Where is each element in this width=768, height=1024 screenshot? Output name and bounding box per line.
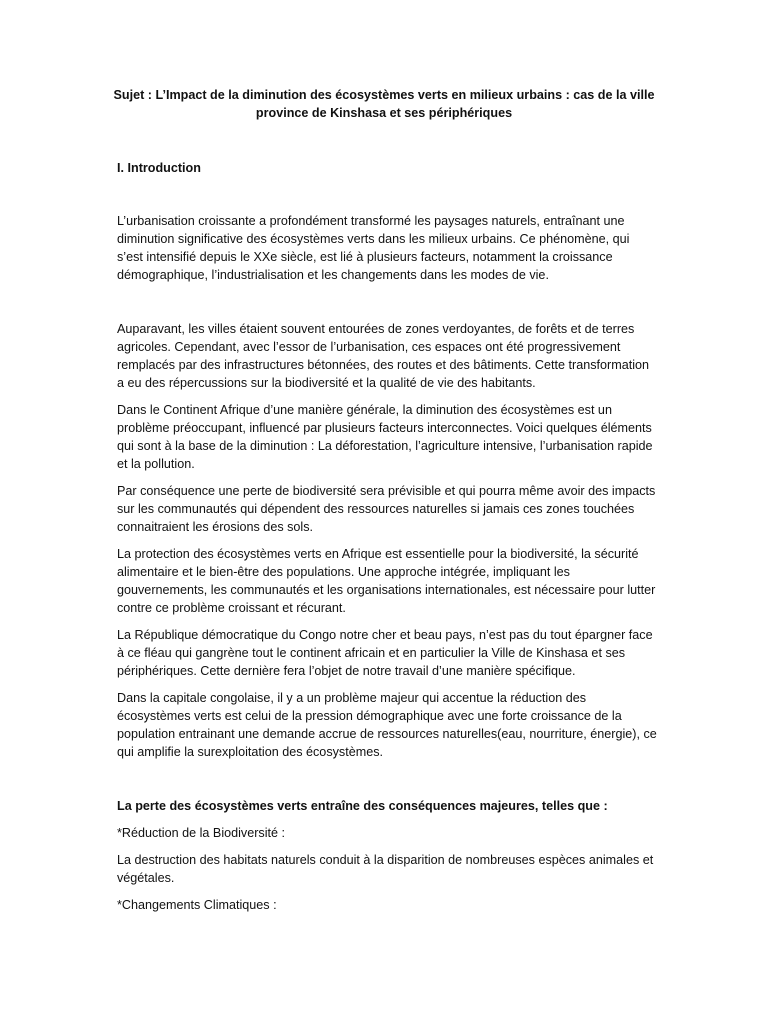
title-line-1: Sujet : L’Impact de la diminution des écosystèmes verts en milieux urbains : cas de la ville bbox=[113, 88, 655, 102]
list-item-biodiversite: *Réduction de la Biodiversité : bbox=[117, 826, 286, 840]
paragraph-auparavant: Auparavant, les villes étaient souvent entourées de zones verdoyantes, de forêts et de terres agricoles. Cependant, avec l’essor de l’urbanisation, ces espaces ont été progressivement remplacés par des infrastructures bétonnées, des routes et des bâtiments. Cette transformation a eu des répercussions sur la biodiversité et la qualité de vie des habitants. bbox=[117, 322, 650, 390]
subheading-consequences: La perte des écosystèmes verts entraîne des conséquences majeures, telles que : bbox=[117, 799, 608, 813]
section-heading: I. Introduction bbox=[117, 161, 201, 175]
paragraph-urbanisation: L’urbanisation croissante a profondément transformé les paysages naturels, entraînant une diminution significative des écosystèmes verts dans les milieux urbains. Ce phénomène, qui s’est intensifié depuis le XXe siècle, est lié à plusieurs facteurs, notamment la croissance démographique, l’industrialisation et les changements dans les modes de vie. bbox=[117, 214, 630, 282]
title-line-2: province de Kinshasa et ses périphériques bbox=[255, 106, 513, 120]
document-title bbox=[100, 86, 668, 122]
paragraph-protection: La protection des écosystèmes verts en Afrique est essentielle pour la biodiversité, la sécurité alimentaire et le bien-être des populations. Une approche intégrée, impliquant les gouvernements, les communautés et les organisations internationales, est nécessaire pour lutter contre ce problème croissant et récurant. bbox=[117, 547, 656, 615]
paragraph-capitale: Dans la capitale congolaise, il y a un problème majeur qui accentue la réduction des écosystèmes verts est celui de la pression démographique avec une forte croissance de la population entrainant une demande accrue de ressources naturelles(eau, nourriture, énergie), ce qui amplifie la surexploitation des écosystèmes. bbox=[117, 691, 657, 759]
list-item-climat: *Changements Climatiques : bbox=[117, 898, 277, 912]
paragraph-rdc: La République démocratique du Congo notre cher et beau pays, n’est pas du tout épargner face à ce fléau qui gangrène tout le continent africain et en particulier la Ville de Kinshasa et ses périphériques. Cette dernière fera l’objet de notre travail d’une manière spécifique. bbox=[117, 628, 653, 678]
paragraph-consequence: Par conséquence une perte de biodiversité sera prévisible et qui pourra même avoir des impacts sur les communautés qui dépendent des ressources naturelles si jamais ces zones touchées connaitraient les érosions des sols. bbox=[117, 484, 656, 534]
document-body bbox=[117, 212, 657, 914]
paragraph-continent-afrique: Dans le Continent Afrique d’une manière générale, la diminution des écosystèmes est un problème préoccupant, influencé par plusieurs facteurs interconnectes. Voici quelques éléments qui sont à la base de la diminution : La déforestation, l’agriculture intensive, l’urbanisation rapide et la pollution. bbox=[117, 403, 653, 471]
paragraph-destruction-habitats: La destruction des habitats naturels conduit à la disparition de nombreuses espèces animales et végétales. bbox=[117, 853, 654, 885]
